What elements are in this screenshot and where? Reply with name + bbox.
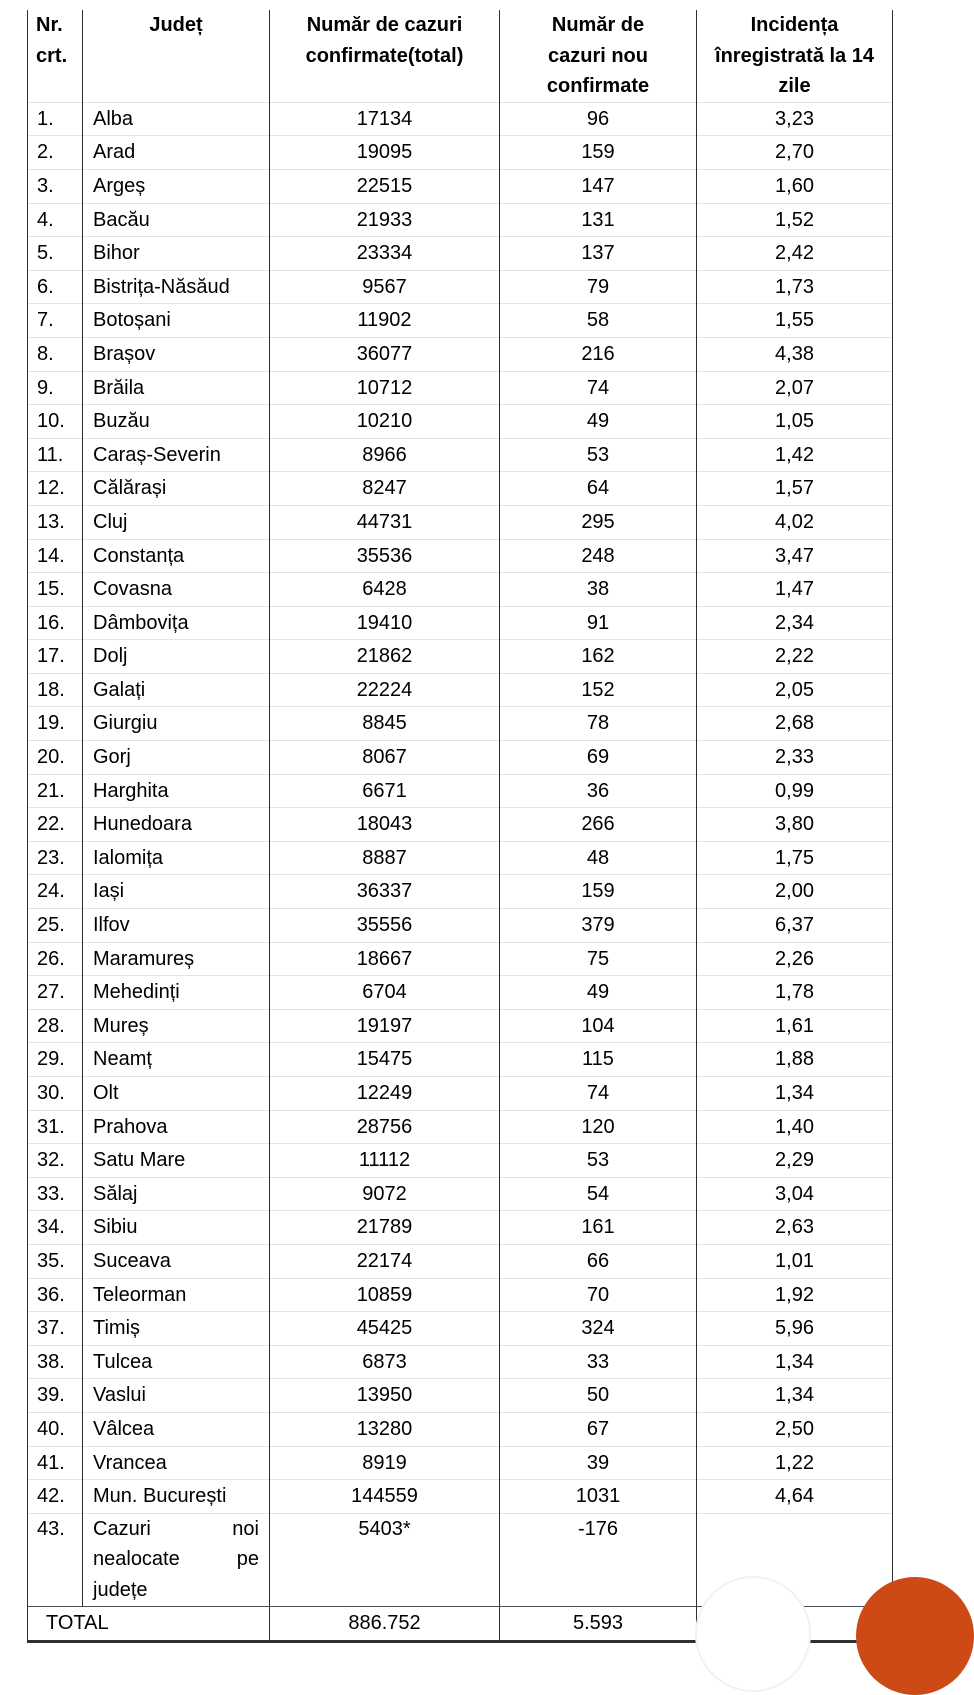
new-confirmed-cell: 379: [500, 909, 697, 943]
table-row: [28, 1412, 893, 1446]
new-confirmed-cell: 49: [500, 976, 697, 1010]
table-row: [28, 102, 893, 136]
incidence-14d-cell: 1,42: [697, 438, 893, 472]
row-number-cell: 37.: [28, 1312, 83, 1346]
table-row: [28, 606, 893, 640]
confirmed-total-cell: 21789: [270, 1211, 500, 1245]
table-row: [28, 1144, 893, 1178]
row-number-cell: 22.: [28, 808, 83, 842]
table-row: [28, 1312, 893, 1346]
incidence-14d-cell: 1,34: [697, 1379, 893, 1413]
confirmed-total-cell: 36337: [270, 875, 500, 909]
confirmed-total-cell: 11902: [270, 304, 500, 338]
county-name-cell: Maramureș: [83, 942, 270, 976]
row-number-cell: 29.: [28, 1043, 83, 1077]
new-confirmed-cell: 324: [500, 1312, 697, 1346]
table-row: [28, 1211, 893, 1245]
incidence-14d-cell: 4,64: [697, 1480, 893, 1514]
incidence-14d-cell: 1,57: [697, 472, 893, 506]
confirmed-total-cell: 5403*: [270, 1513, 500, 1606]
new-confirmed-cell: 120: [500, 1110, 697, 1144]
incidence-14d-cell: 3,04: [697, 1177, 893, 1211]
new-confirmed-cell: 295: [500, 505, 697, 539]
row-number-cell: 24.: [28, 875, 83, 909]
incidence-14d-cell: 5,96: [697, 1312, 893, 1346]
new-confirmed-cell: 79: [500, 270, 697, 304]
table-row: [28, 909, 893, 943]
county-name-cell: Ialomița: [83, 841, 270, 875]
incidence-14d-cell: 2,29: [697, 1144, 893, 1178]
county-name-cell: Galați: [83, 673, 270, 707]
covid-cases-table: [27, 10, 893, 1643]
total-confirmed-value: 886.752: [270, 1606, 500, 1641]
county-name-cell: Harghita: [83, 774, 270, 808]
confirmed-total-cell: 11112: [270, 1144, 500, 1178]
incidence-14d-cell: 1,73: [697, 270, 893, 304]
confirmed-total-cell: 6428: [270, 573, 500, 607]
confirmed-total-cell: 8919: [270, 1446, 500, 1480]
county-name-cell: Ilfov: [83, 909, 270, 943]
row-number-cell: 11.: [28, 438, 83, 472]
confirmed-total-cell: 21933: [270, 203, 500, 237]
incidence-14d-cell: 2,42: [697, 237, 893, 271]
table-body: [28, 102, 893, 1606]
total-new-value: 5.593: [500, 1606, 697, 1641]
row-number-cell: 15.: [28, 573, 83, 607]
county-name-cell: Vrancea: [83, 1446, 270, 1480]
confirmed-total-cell: 19410: [270, 606, 500, 640]
row-number-cell: 9.: [28, 371, 83, 405]
confirmed-total-cell: 10859: [270, 1278, 500, 1312]
row-number-cell: 13.: [28, 505, 83, 539]
new-confirmed-cell: 162: [500, 640, 697, 674]
table-row: [28, 539, 893, 573]
incidence-14d-cell: 4,02: [697, 505, 893, 539]
county-name-cell: Vâlcea: [83, 1412, 270, 1446]
county-name-cell: Bihor: [83, 237, 270, 271]
row-number-cell: 3.: [28, 169, 83, 203]
table-row: [28, 976, 893, 1010]
header-nr-crt: Nr. crt.: [28, 10, 83, 102]
county-name-cell: Suceava: [83, 1244, 270, 1278]
confirmed-total-cell: 12249: [270, 1077, 500, 1111]
new-confirmed-cell: 53: [500, 1144, 697, 1178]
incidence-14d-cell: 3,23: [697, 102, 893, 136]
new-confirmed-cell: 74: [500, 371, 697, 405]
row-number-cell: 35.: [28, 1244, 83, 1278]
county-name-cell: Vaslui: [83, 1379, 270, 1413]
confirmed-total-cell: 19095: [270, 136, 500, 170]
row-number-cell: 23.: [28, 841, 83, 875]
row-number-cell: 2.: [28, 136, 83, 170]
confirmed-total-cell: 10712: [270, 371, 500, 405]
row-number-cell: 41.: [28, 1446, 83, 1480]
new-confirmed-cell: 147: [500, 169, 697, 203]
incidence-14d-cell: 2,50: [697, 1412, 893, 1446]
confirmed-total-cell: 144559: [270, 1480, 500, 1514]
county-name-cell: Brașov: [83, 337, 270, 371]
row-number-cell: 8.: [28, 337, 83, 371]
county-name-cell: Alba: [83, 102, 270, 136]
table-row: [28, 270, 893, 304]
row-number-cell: 33.: [28, 1177, 83, 1211]
confirmed-total-cell: 8887: [270, 841, 500, 875]
table-row: [28, 707, 893, 741]
county-name-cell: Prahova: [83, 1110, 270, 1144]
new-confirmed-cell: 96: [500, 102, 697, 136]
confirmed-total-cell: 6671: [270, 774, 500, 808]
table-row: [28, 1077, 893, 1111]
new-confirmed-cell: 152: [500, 673, 697, 707]
county-name-cell: Dâmbovița: [83, 606, 270, 640]
row-number-cell: 1.: [28, 102, 83, 136]
row-number-cell: 25.: [28, 909, 83, 943]
row-number-cell: 43.: [28, 1513, 83, 1606]
county-name-cell: Sibiu: [83, 1211, 270, 1245]
incidence-14d-cell: 6,37: [697, 909, 893, 943]
row-number-cell: 32.: [28, 1144, 83, 1178]
table-row: [28, 1110, 893, 1144]
row-number-cell: 28.: [28, 1009, 83, 1043]
confirmed-total-cell: 13280: [270, 1412, 500, 1446]
incidence-14d-cell: 2,33: [697, 741, 893, 775]
county-name-cell: Constanța: [83, 539, 270, 573]
row-number-cell: 7.: [28, 304, 83, 338]
incidence-14d-cell: 1,34: [697, 1077, 893, 1111]
table-row: [28, 438, 893, 472]
table-row: [28, 337, 893, 371]
confirmed-total-cell: 19197: [270, 1009, 500, 1043]
county-name-cell: Satu Mare: [83, 1144, 270, 1178]
confirmed-total-cell: 22224: [270, 673, 500, 707]
county-name-cell: Mureș: [83, 1009, 270, 1043]
new-confirmed-cell: 74: [500, 1077, 697, 1111]
table-header: [28, 10, 893, 102]
row-number-cell: 26.: [28, 942, 83, 976]
confirmed-total-cell: 35556: [270, 909, 500, 943]
new-confirmed-cell: 104: [500, 1009, 697, 1043]
county-name-cell: Tulcea: [83, 1345, 270, 1379]
county-name-cell: Caraș-Severin: [83, 438, 270, 472]
confirmed-total-cell: 9072: [270, 1177, 500, 1211]
table-row: [28, 1480, 893, 1514]
row-number-cell: 5.: [28, 237, 83, 271]
table-row: [28, 1278, 893, 1312]
county-name-cell: Dolj: [83, 640, 270, 674]
county-name-cell: Neamț: [83, 1043, 270, 1077]
county-name-cell: Botoșani: [83, 304, 270, 338]
confirmed-total-cell: 17134: [270, 102, 500, 136]
confirmed-total-cell: 10210: [270, 405, 500, 439]
table-row: [28, 1177, 893, 1211]
row-number-cell: 31.: [28, 1110, 83, 1144]
row-number-cell: 4.: [28, 203, 83, 237]
table-row: [28, 741, 893, 775]
new-confirmed-cell: 159: [500, 875, 697, 909]
table-row: [28, 774, 893, 808]
new-confirmed-cell: 53: [500, 438, 697, 472]
row-number-cell: 6.: [28, 270, 83, 304]
table-row: [28, 640, 893, 674]
county-name-cell: Olt: [83, 1077, 270, 1111]
incidence-14d-cell: 2,22: [697, 640, 893, 674]
table-row: [28, 1345, 893, 1379]
incidence-14d-cell: 2,68: [697, 707, 893, 741]
county-name-cell: Cazuri noi nealocate pe județe: [83, 1513, 270, 1606]
new-confirmed-cell: 50: [500, 1379, 697, 1413]
confirmed-total-cell: 36077: [270, 337, 500, 371]
incidence-14d-cell: 1,47: [697, 573, 893, 607]
county-name-cell: Buzău: [83, 405, 270, 439]
table-row: [28, 1446, 893, 1480]
new-confirmed-cell: 33: [500, 1345, 697, 1379]
table-row: [28, 371, 893, 405]
county-name-cell: Gorj: [83, 741, 270, 775]
confirmed-total-cell: 8247: [270, 472, 500, 506]
row-number-cell: 39.: [28, 1379, 83, 1413]
incidence-14d-cell: 1,34: [697, 1345, 893, 1379]
confirmed-total-cell: 44731: [270, 505, 500, 539]
incidence-14d-cell: 2,63: [697, 1211, 893, 1245]
new-confirmed-cell: 159: [500, 136, 697, 170]
incidence-14d-cell: 2,00: [697, 875, 893, 909]
row-number-cell: 14.: [28, 539, 83, 573]
header-incidence-14d: Incidența înregistrată la 14 zile: [697, 10, 893, 102]
incidence-14d-cell: 2,05: [697, 673, 893, 707]
new-confirmed-cell: 67: [500, 1412, 697, 1446]
incidence-14d-cell: 1,55: [697, 304, 893, 338]
table-row: [28, 1009, 893, 1043]
county-name-cell: Argeș: [83, 169, 270, 203]
county-name-cell: Cluj: [83, 505, 270, 539]
confirmed-total-cell: 13950: [270, 1379, 500, 1413]
incidence-14d-cell: 3,80: [697, 808, 893, 842]
table-row: [28, 1043, 893, 1077]
table-row: [28, 942, 893, 976]
new-confirmed-cell: 58: [500, 304, 697, 338]
row-number-cell: 16.: [28, 606, 83, 640]
table-row: [28, 1379, 893, 1413]
table-row: [28, 472, 893, 506]
new-confirmed-cell: 69: [500, 741, 697, 775]
new-confirmed-cell: 78: [500, 707, 697, 741]
new-confirmed-cell: 39: [500, 1446, 697, 1480]
confirmed-total-cell: 8067: [270, 741, 500, 775]
table-row: [28, 573, 893, 607]
new-confirmed-cell: 48: [500, 841, 697, 875]
incidence-14d-cell: 3,47: [697, 539, 893, 573]
row-number-cell: 38.: [28, 1345, 83, 1379]
county-name-cell: Sălaj: [83, 1177, 270, 1211]
confirmed-total-cell: 23334: [270, 237, 500, 271]
header-new-confirmed: Număr de cazuri nou confirmate: [500, 10, 697, 102]
incidence-14d-cell: 1,75: [697, 841, 893, 875]
new-confirmed-cell: 1031: [500, 1480, 697, 1514]
new-confirmed-cell: 75: [500, 942, 697, 976]
incidence-14d-cell: 2,26: [697, 942, 893, 976]
confirmed-total-cell: 8845: [270, 707, 500, 741]
county-name-cell: Hunedoara: [83, 808, 270, 842]
incidence-14d-cell: 0,99: [697, 774, 893, 808]
new-confirmed-cell: -176: [500, 1513, 697, 1606]
county-name-cell: Giurgiu: [83, 707, 270, 741]
table-row: [28, 136, 893, 170]
confirmed-total-cell: 45425: [270, 1312, 500, 1346]
new-confirmed-cell: 38: [500, 573, 697, 607]
new-confirmed-cell: 216: [500, 337, 697, 371]
county-name-cell: Arad: [83, 136, 270, 170]
county-name-cell: Teleorman: [83, 1278, 270, 1312]
confirmed-total-cell: 6704: [270, 976, 500, 1010]
confirmed-total-cell: 28756: [270, 1110, 500, 1144]
table-row: [28, 841, 893, 875]
county-name-cell: Bacău: [83, 203, 270, 237]
county-name-cell: Timiș: [83, 1312, 270, 1346]
incidence-14d-cell: 1,78: [697, 976, 893, 1010]
decorative-circle-orange: [856, 1577, 974, 1695]
new-confirmed-cell: 161: [500, 1211, 697, 1245]
county-name-cell: Bistrița-Năsăud: [83, 270, 270, 304]
row-number-cell: 21.: [28, 774, 83, 808]
incidence-14d-cell: 1,22: [697, 1446, 893, 1480]
header-judet: Județ: [83, 10, 270, 102]
confirmed-total-cell: 18043: [270, 808, 500, 842]
row-number-cell: 27.: [28, 976, 83, 1010]
county-name-cell: Brăila: [83, 371, 270, 405]
table-row: [28, 808, 893, 842]
new-confirmed-cell: 36: [500, 774, 697, 808]
row-number-cell: 12.: [28, 472, 83, 506]
decorative-circle-white: [695, 1576, 811, 1692]
header-row: [28, 10, 893, 102]
new-confirmed-cell: 266: [500, 808, 697, 842]
row-number-cell: 42.: [28, 1480, 83, 1514]
confirmed-total-cell: 22515: [270, 169, 500, 203]
table-row: [28, 237, 893, 271]
county-name-cell: Mehedinți: [83, 976, 270, 1010]
incidence-14d-cell: 1,61: [697, 1009, 893, 1043]
confirmed-total-cell: 35536: [270, 539, 500, 573]
incidence-14d-cell: 1,92: [697, 1278, 893, 1312]
new-confirmed-cell: 248: [500, 539, 697, 573]
row-number-cell: 20.: [28, 741, 83, 775]
confirmed-total-cell: 9567: [270, 270, 500, 304]
row-number-cell: 10.: [28, 405, 83, 439]
row-number-cell: 40.: [28, 1412, 83, 1446]
table-row: [28, 505, 893, 539]
header-confirmed-total: Număr de cazuri confirmate(total): [270, 10, 500, 102]
new-confirmed-cell: 49: [500, 405, 697, 439]
table-row: [28, 405, 893, 439]
table-row: [28, 203, 893, 237]
new-confirmed-cell: 66: [500, 1244, 697, 1278]
row-number-cell: 34.: [28, 1211, 83, 1245]
incidence-14d-cell: 1,40: [697, 1110, 893, 1144]
incidence-14d-cell: 2,07: [697, 371, 893, 405]
new-confirmed-cell: 70: [500, 1278, 697, 1312]
new-confirmed-cell: 91: [500, 606, 697, 640]
new-confirmed-cell: 137: [500, 237, 697, 271]
table-row: [28, 875, 893, 909]
confirmed-total-cell: 15475: [270, 1043, 500, 1077]
incidence-14d-cell: 1,52: [697, 203, 893, 237]
row-number-cell: 19.: [28, 707, 83, 741]
incidence-14d-cell: 1,01: [697, 1244, 893, 1278]
table-row: [28, 1244, 893, 1278]
incidence-14d-cell: 2,34: [697, 606, 893, 640]
confirmed-total-cell: 6873: [270, 1345, 500, 1379]
row-number-cell: 36.: [28, 1278, 83, 1312]
table-row: [28, 673, 893, 707]
confirmed-total-cell: 22174: [270, 1244, 500, 1278]
row-number-cell: 17.: [28, 640, 83, 674]
county-name-cell: Mun. București: [83, 1480, 270, 1514]
incidence-14d-cell: 4,38: [697, 337, 893, 371]
confirmed-total-cell: 21862: [270, 640, 500, 674]
new-confirmed-cell: 54: [500, 1177, 697, 1211]
confirmed-total-cell: 18667: [270, 942, 500, 976]
incidence-14d-cell: 1,05: [697, 405, 893, 439]
new-confirmed-cell: 131: [500, 203, 697, 237]
table-row: [28, 304, 893, 338]
total-label: TOTAL: [28, 1606, 270, 1641]
row-number-cell: 30.: [28, 1077, 83, 1111]
table-row: [28, 169, 893, 203]
new-confirmed-cell: 64: [500, 472, 697, 506]
incidence-14d-cell: 2,70: [697, 136, 893, 170]
incidence-14d-cell: 1,60: [697, 169, 893, 203]
confirmed-total-cell: 8966: [270, 438, 500, 472]
county-name-cell: Iași: [83, 875, 270, 909]
county-name-cell: Călărași: [83, 472, 270, 506]
county-name-cell: Covasna: [83, 573, 270, 607]
new-confirmed-cell: 115: [500, 1043, 697, 1077]
incidence-14d-cell: 1,88: [697, 1043, 893, 1077]
row-number-cell: 18.: [28, 673, 83, 707]
